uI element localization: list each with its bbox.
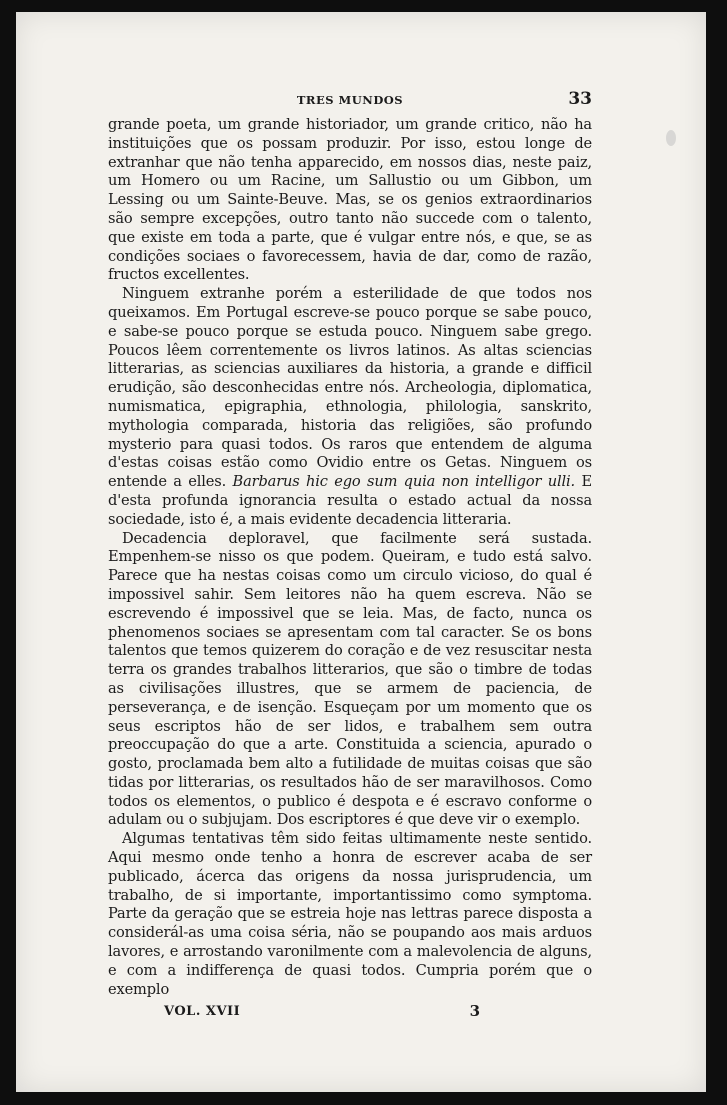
- paragraph-3: Decadencia deploravel, que facilmente será sustada. Empenhem-se nisso os que podem. Queiram, e tudo está salvo. Parece que ha nestas coisas como um circulo vicioso, do qual é impossivel sahir. Sem leitores não ha quem escreva. Não se escrevendo é impossivel que se leia. Mas, de facto, nunca os phenomenos sociaes se apresentam com tal caracter. Se os bons talentos que temos quizerem do coração e de vez resuscitar nesta terra os grandes trabalhos litterarios, que são o timbre de todas as civilisações illustres, que se armem de paciencia, de perseverança, e de isenção. Esqueçam por um momento que os seus escriptos hão de ser lidos, e trabalhem sem outra preoccupação do que a arte. Constituida a sciencia, apurado o gosto, proclamada bem alto a futilidade de muitas coisas que são tidas por litterarias, os resultados hão de ser maravilhosos. Como todos os elementos, o publico é despota e é escravo conforme o adulam ou o subjujam. Dos escriptores é que deve vir o exemplo.: [108, 529, 592, 829]
- paper-smudge: [666, 130, 676, 146]
- page-number: 33: [568, 89, 592, 109]
- paragraph-4: Algumas tentativas têm sido feitas ultimamente neste sentido. Aqui mesmo onde tenho a honra de escrever acaba de ser publicado, ácerca das origens da nossa jurisprudencia, um trabalho, de si importante, importantissimo como symptoma. Parte da geração que se estreia hoje nas lettras parece disposta a considerál-as uma coisa séria, não se poupando aos mais arduos lavores, e arrostando varonilmente com a malevolencia de alguns, e com a indifferença de quasi todos. Cumpria porém que o exemplo: [108, 830, 592, 998]
- paragraph-2: [108, 285, 592, 529]
- paragraph-2-tail: E d'esta profunda ignorancia resulta o estado actual da nossa sociedade, isto é, a mais evidente decadencia litteraria.: [108, 473, 592, 528]
- latin-quote: Barbarus hic ego sum quia non intelligor ulli.: [232, 473, 576, 491]
- page-header: [108, 88, 592, 114]
- page-footer: [108, 1002, 592, 1024]
- body-text: [108, 116, 592, 999]
- volume-label: VOL. XVII: [164, 1004, 241, 1020]
- paragraph-2-text: Ninguem extranhe porém a esterilidade de que todos nos queixamos. Em Portugal escreve-se pouco porque se sabe pouco, e sabe-se pouco porque se estuda pouco. Ninguem sabe grego. Poucos lêem correntemente os livros latinos. As altas sciencias litterarias, as sciencias auxiliares da historia, a grande e difficil erudição, são desconhecidas entre nós. Archeologia, diplomatica, numismatica, epigraphia, ethnologia, philologia, sanskrito, mythologia comparada, historia das religiões, são profundo mysterio para quasi todos. Os raros que entendem de alguma d'estas coisas estão como Ovidio entre os Getas. Ninguem os entende a elles.: [108, 285, 592, 491]
- page-content: [108, 88, 592, 1024]
- running-title: TRES MUNDOS: [296, 93, 404, 107]
- paragraph-1: grande poeta, um grande historiador, um grande critico, não ha instituições que os possam produzir. Por isso, estou longe de extranhar que não tenha apparecido, em nossos dias, neste paiz, um Homero ou um Racine, um Sallustio ou um Gibbon, um Lessing ou um Sainte-Beuve. Mas, se os genios extraordinarios são sempre excepções, outro tanto não succede com o talento, que existe em toda a parte, que é vulgar entre nós, e que, se as condições sociaes o favorecessem, havia de dar, como de razão, fructos excellentes.: [108, 116, 592, 284]
- signature-mark: 3: [469, 1002, 480, 1021]
